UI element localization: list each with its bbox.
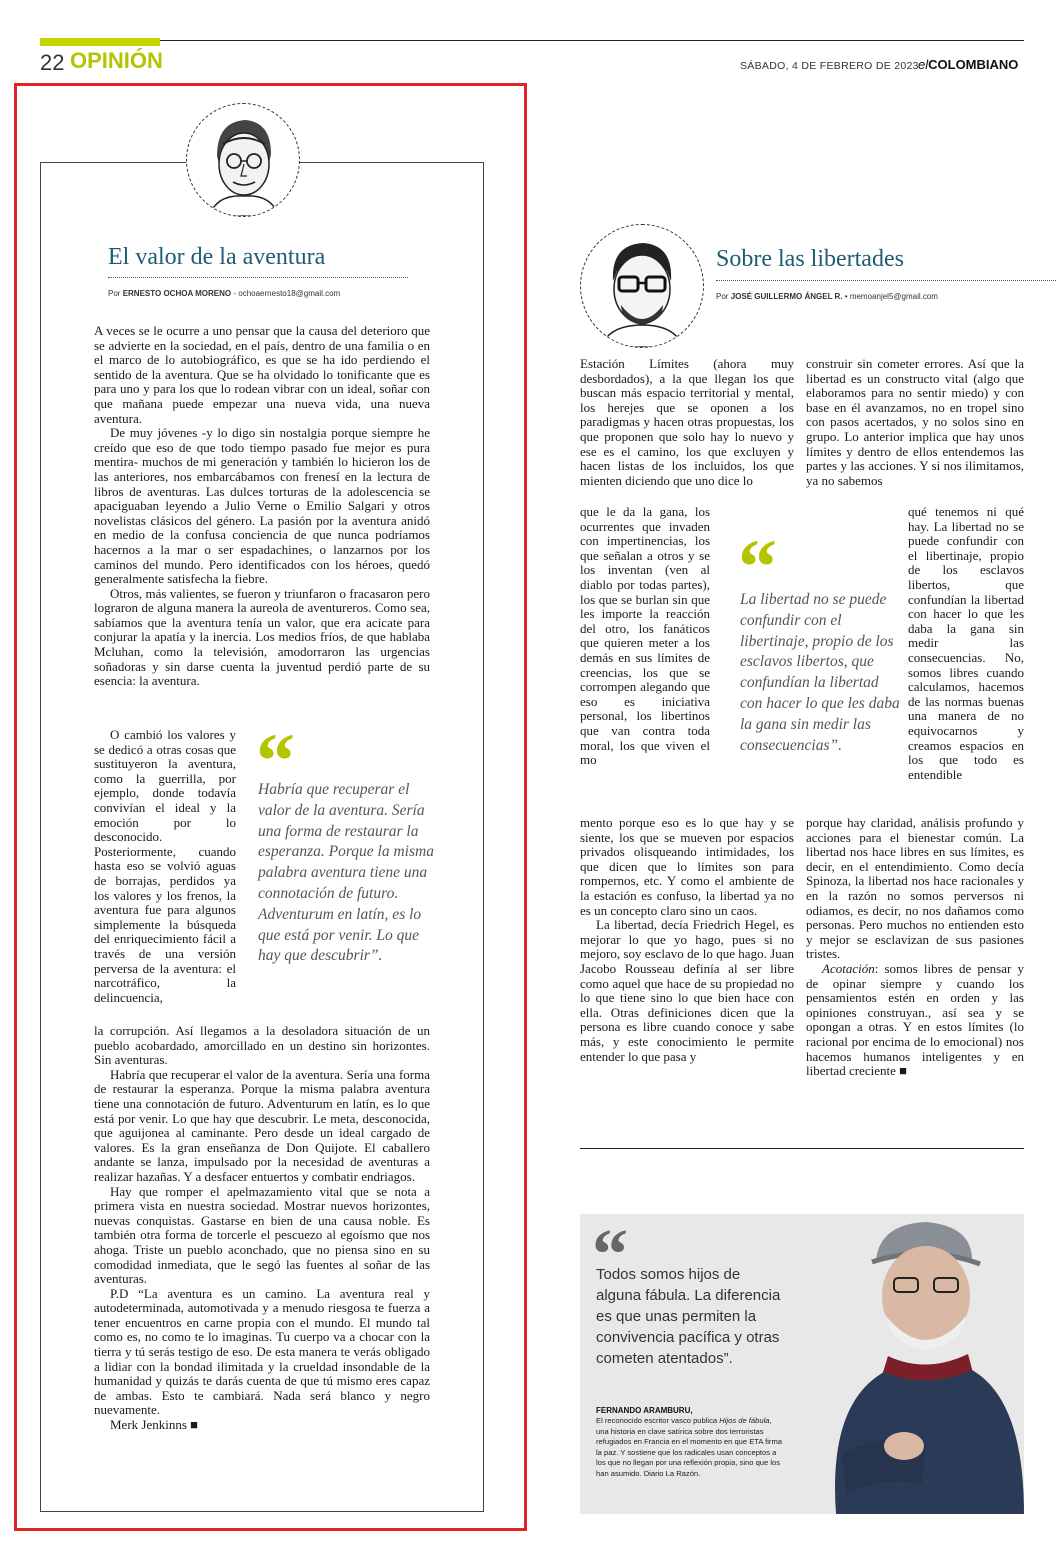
article2-pullquote-mark: “: [738, 523, 777, 610]
article1-paragraph: P.D “La aventura es un camino. La aventura real y autodeterminada, automotivada y a menudo riesgosa te fuerza a tener encuentros en carne propia con el mundo. El mundo tal como es, no como te lo imaginas. Tu cuerpo va a chocar con la tierra y tú serás testigo de eso. De esta manera te verás obligado a lidiar con la bondad ilimitada y la crueldad insondable de la humanidad y quizás te darás cuenta de que tú mismo eres capaz de ambas. Esto te cambiará. Nada será blanco y negro nuevamente.: [94, 1285, 430, 1418]
article1-body-top: [94, 324, 430, 689]
acotacion-text: : somos libres de pensar y de opinar siempre y cuando los pensamientos estén en orden y las opiniones construyan., así sea y se opongan a otras. Y en estos límites (lo racional por encima de lo emocional) nos hacemos humanos inteligentes y en libertad creciente ■: [806, 960, 1024, 1079]
article2-byline: [716, 292, 938, 301]
article2-paragraph: porque hay claridad, análisis profundo y acciones para el bienestar común. La libertad nos hace libres en sus límites, es decir, en el entendimiento. Como decía Spinoza, la libertad nos hace racionales y en la razón no somos perversos ni odiamos, es decir, no nos dañamos como personas. Pero muchos no entienden esto y mejor se esclavizan de sus pasiones tristes.: [806, 815, 1024, 962]
header-accent-bar: [40, 38, 160, 46]
promo-description: [596, 1416, 782, 1480]
article2-email: • memoanjel5@gmail.com: [844, 292, 938, 301]
article1-email: - ochoaernesto18@gmail.com: [233, 289, 341, 298]
article1-paragraph: A veces se le ocurre a uno pensar que la causa del deterioro que se advierte en la sociedad, en el país, dentro de una familia o en el marco de lo autobiográfico, es que se ha ido perdiendo el sentido de la aventura. Que se ha olvidado lo tonificante que es para uno y para los que lo rodean vibrar con un ideal, soñar con que mañana puede empezar una nueva vida, una nueva aventura.: [94, 323, 430, 426]
article1-pullquote: Habría que recuperar el valor de la aventura. Sería una forma de restaurar la esperanza. Porque la misma palabra aventura tiene una connotación de futuro. Adventurum en latín, es lo que está por venir. Lo que hay que descubrir”.: [258, 781, 434, 965]
article1-paragraph: O cambió los valores y se dedicó a otras cosas que sustituyeron la aventura, como la guerrilla, por ejemplo, donde todavía convivían el ideal y la emoción por lo desconocido. Posteriormente, cuando hasta eso se volvió aguas de borrajas, perdidos ya los valores y los frenos, la aventura fue para algunos simplemente la búsqueda del enriquecimiento fácil a través de una versión perversa de la aventura: el narcotráfico, la delincuencia,: [94, 727, 236, 1005]
article2-paragraph: qué tenemos ni qué hay. La libertad no se puede confundir con el libertinaje, propio de los esclavos libertos, que confundían la libertad con hacer lo que les daba la gana sin medir las consecuencias. No, somos libres cuando calculamos, hacemos de las normas buenas una manera de no equivocarnos y creamos espacios en los que todo es entendible: [908, 504, 1024, 782]
section-separator: [580, 1148, 1024, 1149]
logo-name: COLOMBIANO: [928, 57, 1019, 72]
article1-byline: [108, 289, 340, 298]
article1-title: El valor de la aventura: [108, 244, 326, 270]
logo-prefix: el: [918, 57, 929, 72]
article2-title-rule: [716, 280, 1056, 281]
article2-col1-top: [580, 357, 794, 488]
dateline: SÁBADO, 4 DE FEBRERO DE 2023: [740, 60, 919, 72]
article1-body-narrow: [94, 728, 236, 1005]
author-portrait-icon: [186, 103, 300, 217]
article2-author: JOSÉ GUILLERMO ÁNGEL R.: [730, 292, 843, 301]
promo-desc-part: , una historia en clave satírica sobre dos terroristas refugiados en Francia en el momento en que ETA firma la paz. Y sostiene que los radicales usan conceptos a los que no llegan por una reflexión propia, sino que los han asumido. Diario La Razón.: [596, 1416, 783, 1478]
article1-title-rule: [108, 277, 408, 278]
article1-paragraph: Habría que recuperar el valor de la aventura. Sería una forma de restaurar la esperanza. Porque la misma palabra aventura tiene una connotación de futuro. Adventurum en latín, es lo que está por venir. Lo que hay que descubrir. Le meta, desconocida, que aguijonea al caminante. Pero desde un ideal cargado de valores. Es la gran enseñanza de Don Quijote. El caballero andante se lanza, impulsado por la necesidad de aventuras a realizar hazañas. Y a desfacer entuertos y combatir endriagos.: [94, 1066, 430, 1184]
author-portrait-icon: [580, 224, 704, 348]
promo-quote: Todos somos hijos de alguna fábula. La diferencia es que unas permiten la convivencia pacífica y otras cometen atentados”.: [596, 1266, 781, 1367]
article2-paragraph: La libertad, decía Friedrich Hegel, es mejorar lo que yo hago, pues si no mejoro, soy esclavo de lo que hago. Juan Jacobo Rousseau definía al ser libre como aquel que hace de su propiedad no lo que tiene sino lo que bien hace con ella. Otras definiciones dicen que la persona es libre cuando conoce y sabe más, y este conocimiento le permite entender lo que pasa y: [580, 917, 794, 1064]
article2-col1-bottom: [580, 816, 794, 1064]
article2-paragraph: mento porque eso es lo que hay y se siente, los que se mueven por espacios privados olisqueando intimidades, los que dicen que lo límites son para rompernos, etc. Y como el ambiente de la estación es confuso, la libertad ya no es un concepto claro sino un caos.: [580, 815, 794, 918]
promo-book-title: Hijos de fábula: [719, 1416, 770, 1425]
article2-col2-wrap: [908, 505, 1024, 782]
article1-paragraph: la corrupción. Así llegamos a la desoladora situación de un pueblo acobardado, amorcillado en un destino sin horizontes. Sin aventuras.: [94, 1023, 430, 1068]
byline-prefix: Por: [716, 292, 729, 301]
article2-col2-bottom: [806, 816, 1024, 1079]
header-rule: [160, 40, 1024, 41]
article2-acotacion: [806, 962, 1024, 1079]
article2-paragraph: que le da la gana, los ocurrentes que invaden con impertinencias, los que señalan a otros y se los inventan (ven al diablo por todas partes), los que se burlan sin que les importe la reacción del otro, los fanáticos que quieren meter a los demás en sus límites de creencias, los que se corrompen alegando que eso es iniciativa personal, los libertinos que van contra toda moral, los que viven el mo: [580, 504, 710, 768]
article1-paragraph: De muy jóvenes -y lo digo sin nostalgia porque siempre he creído que eso de que todo tiempo pasado fue mejor es pura mentira- muchos de mi generación y también lo hicieron los de las anteriores, nos embarcábamos con frenesí en la lectura de libros de aventuras. Las dulces torturas de la adolescencia se apaciguaban leyendo a Julio Verne o Emilio Salgari y otros novelistas clásicos del género. La pasión por la aventura anidó en medio de la confusa conciencia de que nunca podríamos hacernos a la mar o ser espadachines, o lanzarnos por los caminos del mundo. Pero identificados con los héroes, quedó generalmente satisfecha la fiebre.: [94, 425, 430, 587]
section-title: OPINIÓN: [70, 48, 163, 73]
article2-col2-top: [806, 357, 1024, 488]
article1-author: ERNESTO OCHOA MORENO: [122, 289, 232, 298]
newspaper-logo: [918, 57, 1018, 72]
article1-paragraph: Hay que romper el apelmazamiento vital que se nota a primera vista en nuestra sociedad. Mostrar nuevos horizontes, nuevas conquistas. Gastarse en bien de una causa noble. Es también otra forma de torcerle el pescuezo al egoísmo que nos ahoga. Triste un pueblo aconchado, que no piensa sino en su comodidad inmediata, que le segó las fuentes al soñar de las aventuras.: [94, 1183, 430, 1287]
article2-title: Sobre las libertades: [716, 246, 904, 272]
interviewee-photo-icon: [776, 1214, 1024, 1514]
article2-col1-wrap: [580, 505, 710, 768]
article2-paragraph: construir sin cometer errores. Así que la libertad es un constructo vital (algo que elaboramos para no sentir miedo) y con base en él avanzamos, no en tropel sino con pasos acertados, y no solos sino en grupo. Lo anterior implica que hay unos límites y dentro de ellos entendemos las partes y las acciones. Y si nos ilimitamos, ya no sabemos: [806, 356, 1024, 488]
interview-promo: [580, 1214, 1024, 1514]
promo-quote-mark: “: [592, 1214, 628, 1294]
promo-desc-part: El reconocido escritor vasco publica: [596, 1416, 720, 1425]
article1-signature: Merk Jenkinns ■: [110, 1417, 199, 1433]
promo-interviewee-name: FERNANDO ARAMBURU,: [596, 1406, 693, 1415]
article2-paragraph: Estación Límites (ahora muy desbordados), a la que llegan los que buscan más espacio territorial y mental, los herejes que se oponen a los paradigmas y hacen otras propuestas, los que proponen que solo hay lo nuevo y ese es el camino, los que excluyen y hacen listas de los incluidos, los que mienten diciendo que uno dice lo: [580, 356, 794, 488]
page-number: 22: [40, 50, 65, 75]
acotacion-label: Acotación: [822, 960, 875, 976]
byline-prefix: Por: [108, 289, 121, 298]
article1-pullquote-mark: “: [256, 717, 295, 804]
article2-pullquote: La libertad no se puede confundir con el libertinaje, propio de los esclavos libertos, que confundían la libertad con hacer lo que les daba la gana sin medir las consecuencias”.: [740, 591, 900, 754]
article1-paragraph: Otros, más valientes, se fueron y triunfaron o fracasaron pero lograron de alguna manera la aureola de aventureros. Como sea, sabíamos que la aventura tenía un valor, que era acicate para conjurar la apatía y la inercia. Los medios fríos, de que hablaba Mcluhan, como la televisión, amodorraron las urgencias soñadoras y sin darse cuenta la juventud perdió parte de su esencia: la aventura.: [94, 585, 430, 689]
article1-body-bottom: [94, 1024, 430, 1433]
